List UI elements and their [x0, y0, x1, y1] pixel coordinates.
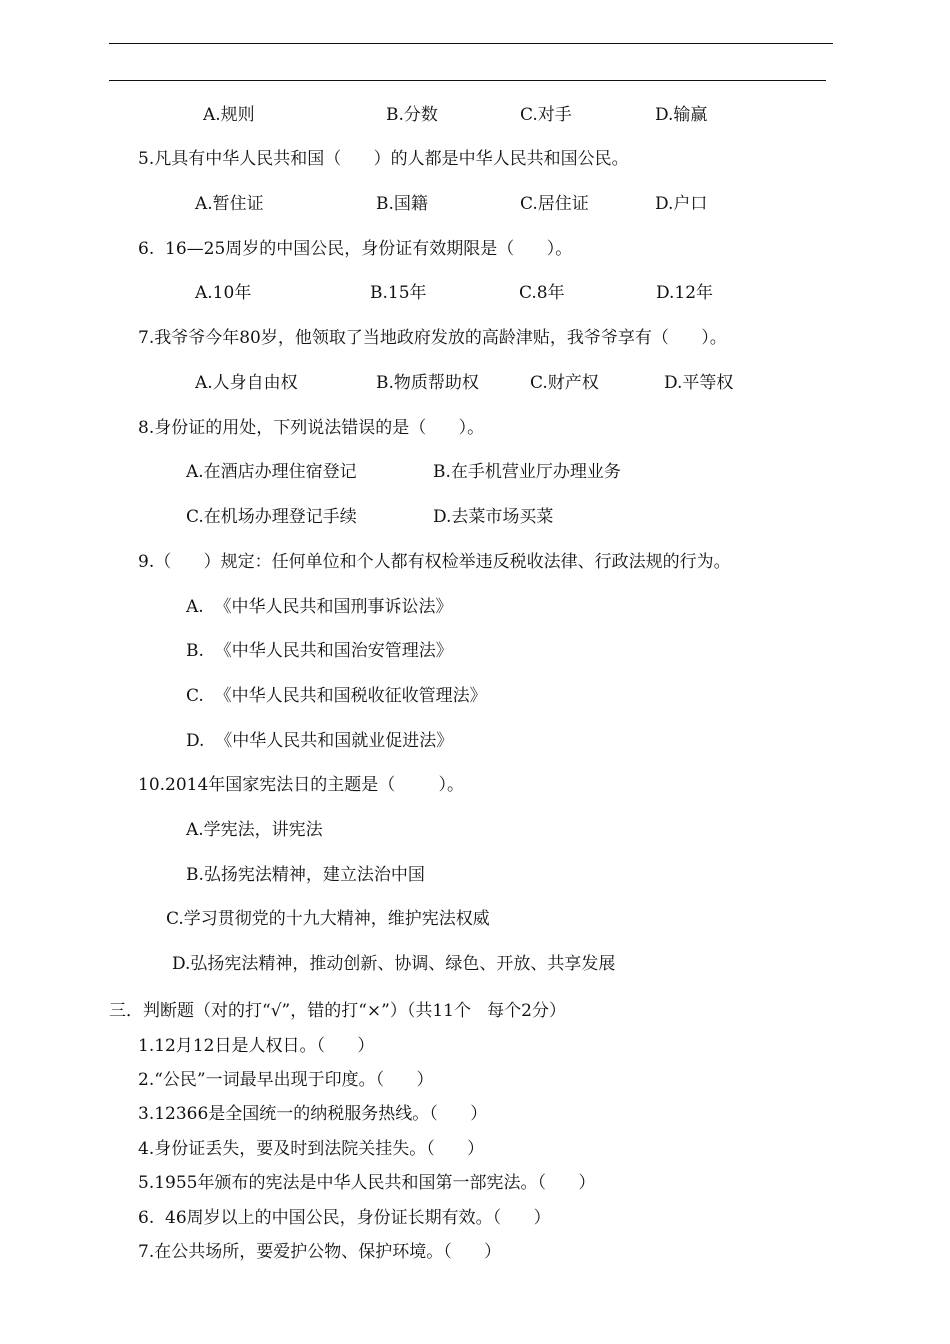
q8-option-d: D.去菜市场买菜 — [433, 507, 554, 527]
q6-option-d: D.12年 — [656, 283, 714, 303]
q6-stem: 6. 16—25周岁的中国公民，身份证有效期限是（ ）。 — [138, 239, 573, 259]
q4-option-c: C.对手 — [520, 105, 572, 125]
q8-option-c: C.在机场办理登记手续 — [186, 507, 357, 527]
q10-option-d: D.弘扬宪法精神，推动创新、协调、绿色、开放、共享发展 — [172, 954, 616, 974]
tf-item-3: 3.12366是全国统一的纳税服务热线。（ ） — [138, 1104, 488, 1124]
q5-option-c: C.居住证 — [520, 194, 589, 214]
q7-option-b: B.物质帮助权 — [376, 373, 479, 393]
q10-stem: 10.2014年国家宪法日的主题是（ ）。 — [138, 775, 465, 795]
q10-option-a: A.学宪法，讲宪法 — [186, 820, 323, 840]
tf-item-6: 6. 46周岁以上的中国公民，身份证长期有效。（ ） — [138, 1208, 551, 1228]
q7-option-c: C.财产权 — [530, 373, 599, 393]
tf-item-2: 2.“公民”一词最早出现于印度。（ ） — [138, 1070, 434, 1090]
q6-option-a: A.10年 — [195, 283, 252, 303]
q10-option-c: C.学习贯彻党的十九大精神，维护宪法权威 — [166, 909, 490, 929]
q8-option-a: A.在酒店办理住宿登记 — [186, 462, 357, 482]
q6-option-b: B.15年 — [370, 283, 427, 303]
q5-option-a: A.暂住证 — [195, 194, 264, 214]
q8-stem: 8.身份证的用处，下列说法错误的是（ ）。 — [138, 418, 485, 438]
answer-line-top — [109, 43, 833, 44]
q9-option-b: B. 《中华人民共和国治安管理法》 — [186, 641, 453, 661]
q5-option-d: D.户口 — [655, 194, 708, 214]
q5-stem: 5.凡具有中华人民共和国（ ）的人都是中华人民共和国公民。 — [138, 149, 629, 169]
tf-item-4: 4.身份证丢失，要及时到法院关挂失。（ ） — [138, 1139, 485, 1159]
q9-option-a: A. 《中华人民共和国刑事诉讼法》 — [186, 597, 453, 617]
q4-option-b: B.分数 — [386, 105, 438, 125]
tf-item-7: 7.在公共场所，要爱护公物、保护环境。（ ） — [138, 1242, 502, 1262]
section-3-title: 三．判断题（对的打“√”，错的打“×”）（共11个 每个2分） — [109, 1001, 566, 1021]
tf-item-5: 5.1955年颁布的宪法是中华人民共和国第一部宪法。（ ） — [138, 1173, 596, 1193]
q10-option-b: B.弘扬宪法精神，建立法治中国 — [186, 865, 425, 885]
q9-option-c: C. 《中华人民共和国税收征收管理法》 — [186, 686, 487, 706]
q7-stem: 7.我爷爷今年80岁，他领取了当地政府发放的高龄津贴，我爷爷享有（ ）。 — [138, 328, 727, 348]
tf-item-1: 1.12月12日是人权日。（ ） — [138, 1036, 375, 1056]
q9-option-d: D. 《中华人民共和国就业促进法》 — [186, 731, 454, 751]
q8-option-b: B.在手机营业厅办理业务 — [433, 462, 621, 482]
q6-option-c: C.8年 — [519, 283, 565, 303]
q4-option-d: D.输赢 — [655, 105, 708, 125]
q5-option-b: B.国籍 — [376, 194, 428, 214]
q7-option-d: D.平等权 — [664, 373, 734, 393]
answer-line-bottom — [109, 80, 826, 81]
q4-option-a: A.规则 — [203, 105, 255, 125]
q9-stem: 9.（ ）规定：任何单位和个人都有权检举违反税收法律、行政法规的行为。 — [138, 552, 731, 572]
q7-option-a: A.人身自由权 — [195, 373, 298, 393]
